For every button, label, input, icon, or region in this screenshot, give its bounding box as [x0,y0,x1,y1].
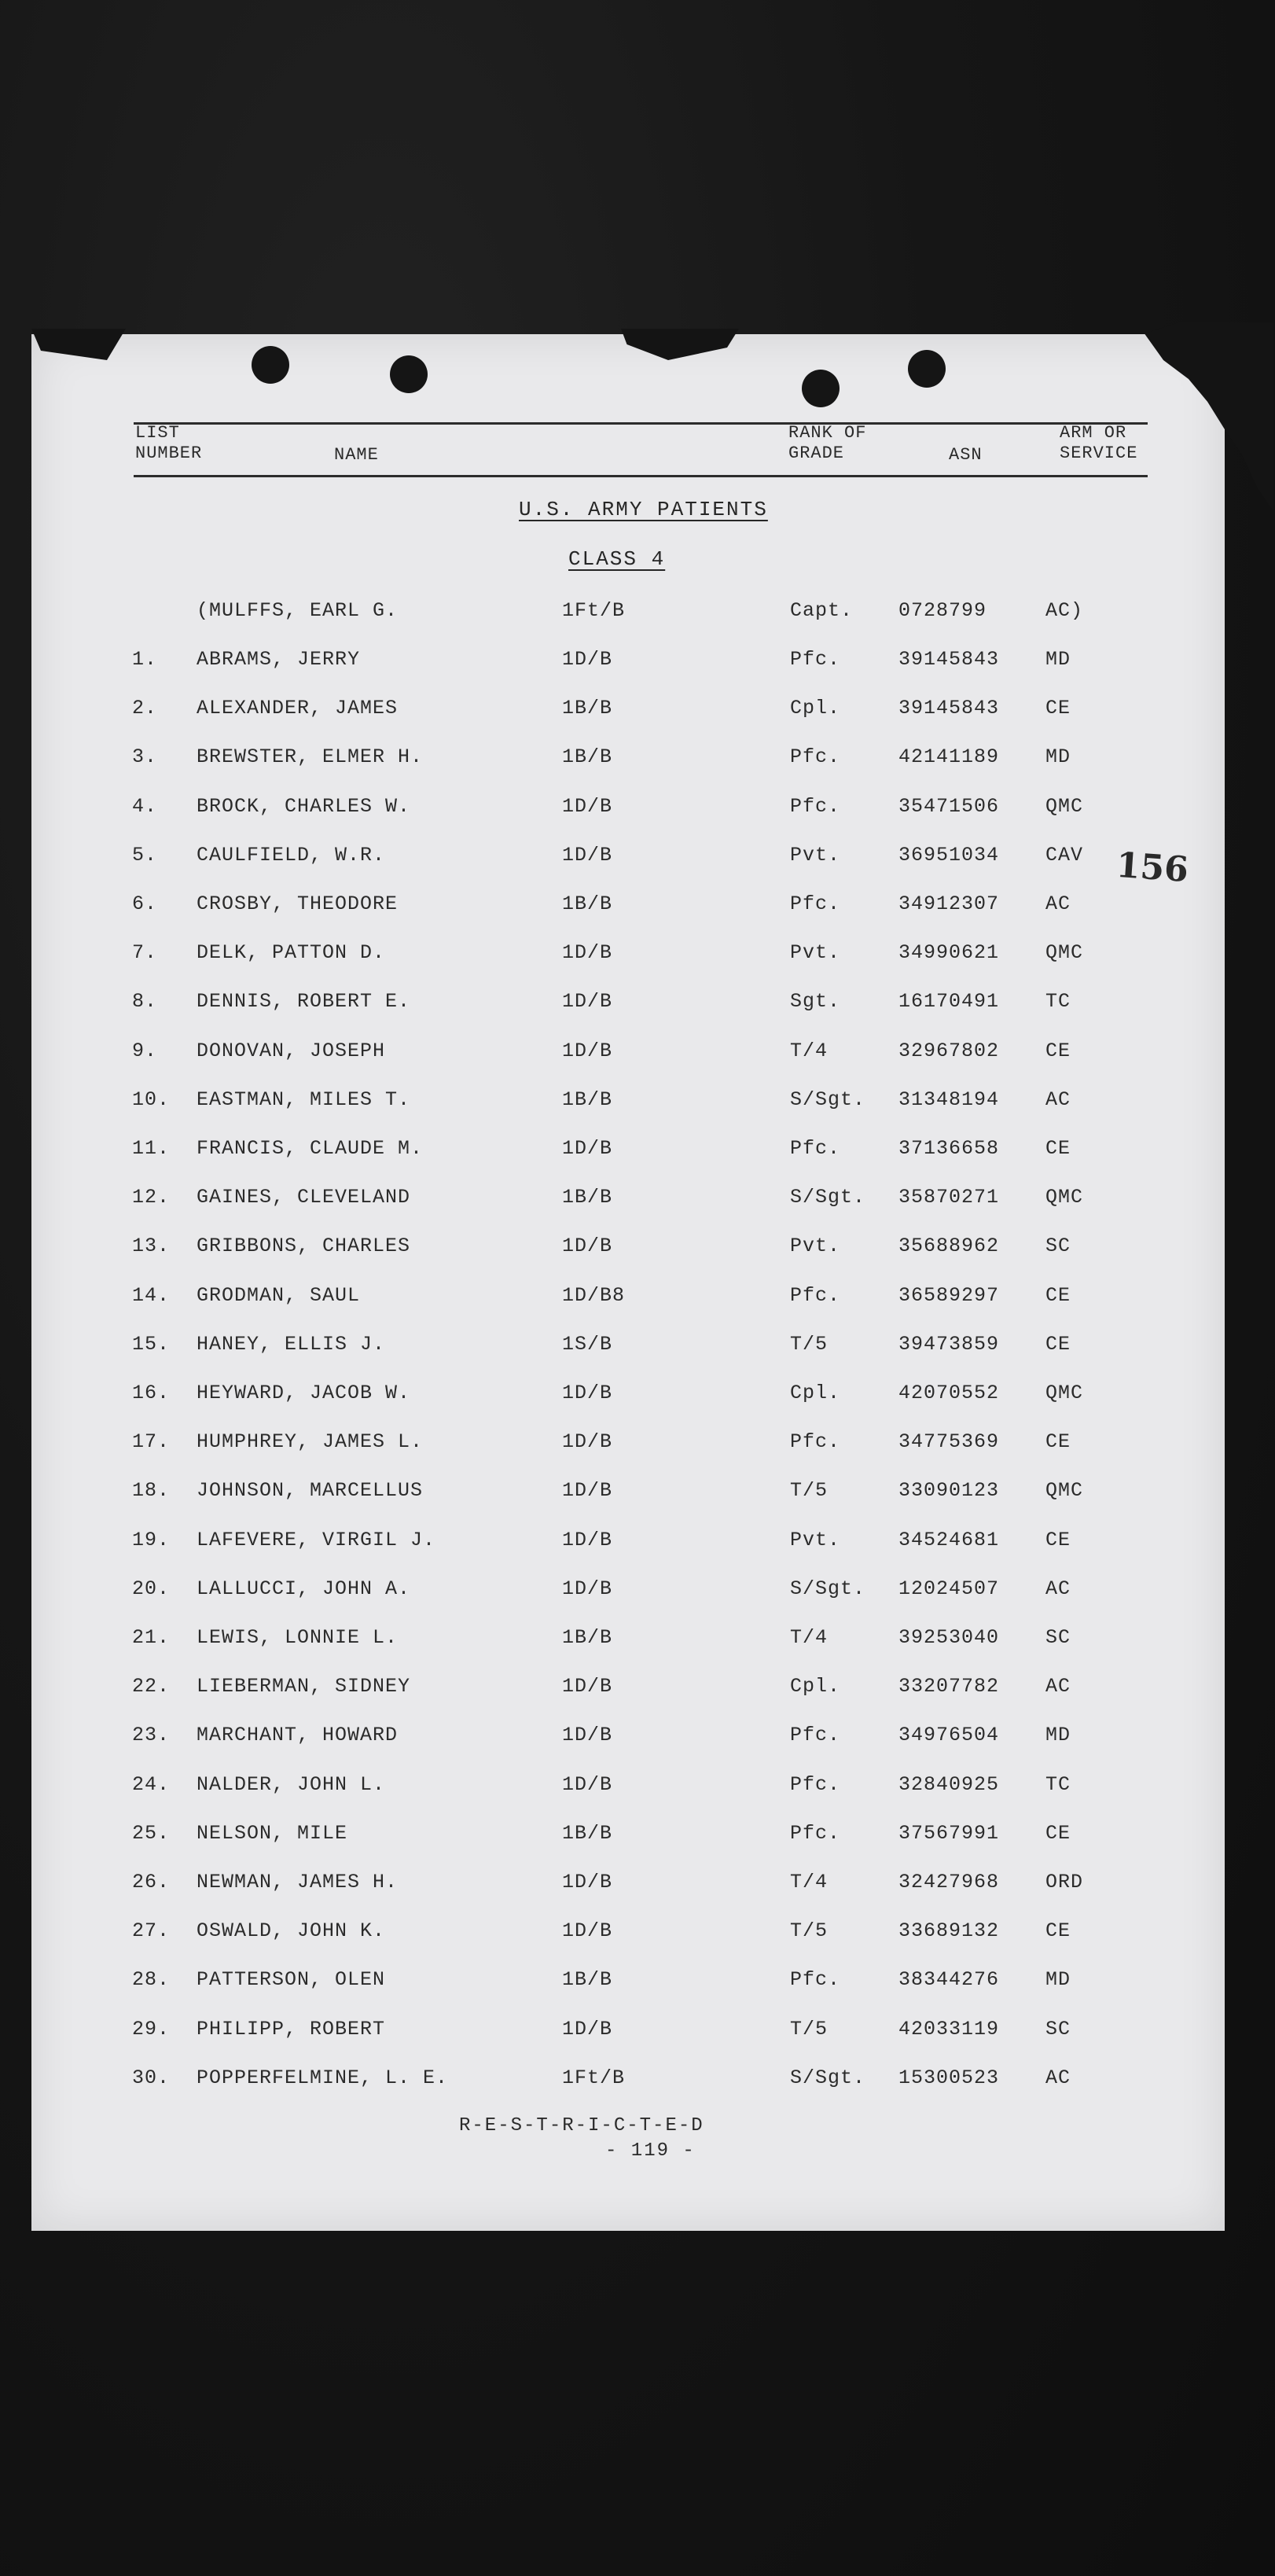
header-rank: RANK OF GRADE [788,423,867,463]
table-row [0,941,1193,973]
entry-name: FRANCIS, CLAUDE M. [197,1137,424,1160]
entry-num: 23. [132,1724,171,1747]
table-row [0,1626,1193,1658]
entry-name: NALDER, JOHN L. [197,1772,386,1796]
entry-asn: 34524681 [898,1528,1000,1551]
entry-num: 26. [132,1871,171,1893]
entry-rank: Pfc. [790,1283,841,1307]
entry-arm: CE [1045,1039,1071,1062]
entry-num: 6. [132,892,158,915]
entry-arm: TC [1045,1772,1071,1796]
entry-rank: T/4 [790,1871,829,1893]
page-stamp: 156 [1115,845,1190,891]
entry-name: ALEXANDER, JAMES [197,697,399,720]
entry-asn: 32427968 [898,1871,1000,1893]
entry-rank: Cpl. [790,1382,841,1404]
list-title: U.S. ARMY PATIENTS [519,498,768,521]
entry-num: 21. [132,1626,171,1649]
entry-name: ABRAMS, JERRY [197,648,361,671]
entry-class: 1D/B [562,843,613,867]
table-row [0,1919,1193,1951]
table-row [0,844,1193,875]
entry-class: 1D/B [562,1772,613,1796]
entry-class: 1D/B [562,794,613,818]
table-row [0,2018,1193,2049]
entry-asn: 33090123 [898,1479,1000,1503]
entry-arm: ORD [1045,1871,1084,1893]
column-header-row [134,422,1148,477]
entry-rank: Pfc. [790,1430,841,1454]
table-row [0,1382,1193,1413]
entry-class: 1B/B [562,1626,613,1649]
entry-arm: SC [1045,2017,1071,2041]
entry-class: 1B/B [562,745,613,769]
table-row [0,1675,1193,1706]
entry-rank: Pfc. [790,745,841,769]
entry-asn: 31348194 [898,1087,1000,1111]
entry-num: 1. [132,648,158,671]
entry-asn: 15300523 [898,2066,1000,2089]
entry-rank: T/5 [790,1332,829,1356]
header-asn: ASN [949,445,983,465]
table-row [0,1333,1193,1364]
entry-arm: SC [1045,1235,1071,1258]
entry-num: 18. [132,1479,171,1503]
entry-name: PHILIPP, ROBERT [197,2017,386,2041]
page-number: - 119 - [605,2140,696,2162]
table-row [0,1822,1193,1853]
entry-num: 10. [132,1087,171,1111]
entry-name: GRIBBONS, CHARLES [197,1235,411,1258]
entry-asn: 32967802 [898,1039,1000,1062]
entry-class: 1D/B [562,1382,613,1404]
entry-name: EASTMAN, MILES T. [197,1087,411,1111]
entry-num: 28. [132,1968,171,1992]
entry-rank: Pfc. [790,1821,841,1845]
entry-rank: Pfc. [790,1137,841,1160]
entry-asn: 37567991 [898,1821,1000,1845]
entry-rank: Pvt. [790,843,841,867]
entry-name: DONOVAN, JOSEPH [197,1039,386,1062]
entry-num: 30. [132,2066,171,2089]
table-row [0,1773,1193,1805]
entry-class: 1D/B [562,1479,613,1503]
entry-arm: CE [1045,1283,1071,1307]
entry-rank: T/4 [790,1039,829,1062]
entry-rank: S/Sgt. [790,1186,866,1209]
entry-num: 2. [132,697,158,720]
entry-name: GAINES, CLEVELAND [197,1186,411,1209]
entry-asn: 35471506 [898,794,1000,818]
entry-asn: 34976504 [898,1724,1000,1747]
entry-name: DELK, PATTON D. [197,941,386,965]
entry-num: 16. [132,1382,171,1404]
entry-rank: T/4 [790,1626,829,1649]
entry-name: GRODMAN, SAUL [197,1283,361,1307]
entry-rank: Cpl. [790,1675,841,1698]
entry-num: 8. [132,990,158,1014]
entry-rank: S/Sgt. [790,1577,866,1600]
entry-num: 3. [132,745,158,769]
entry-class: 1B/B [562,1186,613,1209]
punch-hole [802,370,840,407]
table-row [0,1430,1193,1462]
entry-num: 4. [132,794,158,818]
entry-class: 1D/B [562,1528,613,1551]
entry-arm: CE [1045,1528,1071,1551]
entry-name: OSWALD, JOHN K. [197,1919,386,1943]
table-row [0,1577,1193,1609]
entry-asn: 12024507 [898,1577,1000,1600]
entry-class: 1B/B [562,1087,613,1111]
entry-name: HUMPHREY, JAMES L. [197,1430,424,1454]
entry-arm: CAV [1045,843,1084,867]
entry-num: 19. [132,1528,171,1551]
class-label: CLASS 4 [568,547,666,571]
entry-asn: 33689132 [898,1919,1000,1943]
entry-name: LALLUCCI, JOHN A. [197,1577,411,1600]
entry-class: 1D/B [562,648,613,671]
entry-arm: CE [1045,1332,1071,1356]
table-row [0,648,1193,679]
entry-asn: 33207782 [898,1675,1000,1698]
entry-name: LEWIS, LONNIE L. [197,1626,399,1649]
header-list-number: LIST NUMBER [135,423,203,463]
entry-name: JOHNSON, MARCELLUS [197,1479,424,1503]
entry-asn: 39473859 [898,1332,1000,1356]
entry-name: CROSBY, THEODORE [197,892,399,915]
entry-num: 12. [132,1186,171,1209]
classification-marking: R-E-S-T-R-I-C-T-E-D [459,2115,704,2136]
entry-name: BROCK, CHARLES W. [197,794,411,818]
entry-arm: MD [1045,745,1071,769]
entry-asn: 0728799 [898,599,987,622]
entry-name: LIEBERMAN, SIDNEY [197,1675,411,1698]
table-row [0,1529,1193,1560]
punch-hole [252,346,289,384]
table-row [0,892,1193,924]
table-row [0,1968,1193,2000]
entry-rank: Pfc. [790,794,841,818]
entry-arm: AC [1045,1675,1071,1698]
entry-arm: MD [1045,1724,1071,1747]
entry-arm: AC [1045,1577,1071,1600]
entry-name: (MULFFS, EARL G. [197,599,399,622]
entry-rank: Pfc. [790,648,841,671]
entry-asn: 42141189 [898,745,1000,769]
entry-arm: AC [1045,1087,1071,1111]
entry-num: 14. [132,1283,171,1307]
entry-num: 24. [132,1772,171,1796]
entry-asn: 39145843 [898,697,1000,720]
entry-rank: T/5 [790,1919,829,1943]
table-row [0,1040,1193,1071]
entry-class: 1D/B [562,1871,613,1893]
entry-name: HEYWARD, JACOB W. [197,1382,411,1404]
entry-num: 29. [132,2017,171,2041]
entry-num: 22. [132,1675,171,1698]
entry-arm: AC) [1045,599,1084,622]
entry-rank: S/Sgt. [790,1087,866,1111]
table-row-first [0,599,1193,631]
entry-class: 1Ft/B [562,2066,626,2089]
entry-class: 1Ft/B [562,599,626,622]
entry-arm: QMC [1045,794,1084,818]
entry-arm: MD [1045,1968,1071,1992]
table-row [0,1284,1193,1316]
entry-num: 25. [132,1821,171,1845]
table-row [0,1088,1193,1120]
entry-arm: CE [1045,1821,1071,1845]
entry-class: 1B/B [562,1968,613,1992]
entry-class: 1D/B [562,990,613,1014]
entry-class: 1D/B [562,941,613,965]
entry-arm: SC [1045,1626,1071,1649]
entry-name: LAFEVERE, VIRGIL J. [197,1528,436,1551]
table-row [0,1186,1193,1217]
entry-num: 11. [132,1137,171,1160]
entry-rank: Pfc. [790,1724,841,1747]
entry-class: 1D/B [562,1577,613,1600]
entry-arm: QMC [1045,1382,1084,1404]
entry-arm: QMC [1045,941,1084,965]
entry-class: 1D/B [562,2017,613,2041]
entry-asn: 34912307 [898,892,1000,915]
header-arm: ARM OR SERVICE [1060,423,1138,463]
table-row [0,1724,1193,1755]
punch-hole [390,355,428,393]
entry-name: CAULFIELD, W.R. [197,843,386,867]
entry-name: DENNIS, ROBERT E. [197,990,411,1014]
entry-num: 5. [132,843,158,867]
entry-arm: CE [1045,1430,1071,1454]
entry-arm: AC [1045,2066,1071,2089]
entry-rank: Capt. [790,599,854,622]
entry-class: 1D/B [562,1675,613,1698]
entry-rank: Pvt. [790,1235,841,1258]
entry-name: MARCHANT, HOWARD [197,1724,399,1747]
entry-rank: Pfc. [790,1772,841,1796]
punch-hole [908,350,946,388]
entry-rank: Pvt. [790,941,841,965]
header-name: NAME [334,445,379,465]
table-row [0,697,1193,728]
table-row [0,2066,1193,2098]
table-row [0,1137,1193,1168]
entry-num: 17. [132,1430,171,1454]
entry-asn: 39253040 [898,1626,1000,1649]
entry-class: 1D/B [562,1137,613,1160]
entry-rank: S/Sgt. [790,2066,866,2089]
entry-class: 1D/B [562,1430,613,1454]
entry-name: PATTERSON, OLEN [197,1968,386,1992]
table-row [0,1479,1193,1511]
entry-asn: 38344276 [898,1968,1000,1992]
entry-asn: 34990621 [898,941,1000,965]
entry-asn: 32840925 [898,1772,1000,1796]
entry-class: 1B/B [562,1821,613,1845]
entry-rank: T/5 [790,2017,829,2041]
entry-class: 1B/B [562,892,613,915]
table-row [0,795,1193,826]
entry-class: 1S/B [562,1332,613,1356]
table-row [0,1871,1193,1902]
entry-name: BREWSTER, ELMER H. [197,745,424,769]
entry-rank: Sgt. [790,990,841,1014]
entry-asn: 16170491 [898,990,1000,1014]
entry-num: 27. [132,1919,171,1943]
entry-rank: Pfc. [790,892,841,915]
entry-num: 13. [132,1235,171,1258]
entry-arm: AC [1045,892,1071,915]
entry-class: 1D/B8 [562,1283,626,1307]
entry-class: 1D/B [562,1235,613,1258]
entry-num: 15. [132,1332,171,1356]
entry-asn: 42033119 [898,2017,1000,2041]
entry-arm: TC [1045,990,1071,1014]
entry-class: 1D/B [562,1724,613,1747]
table-row [0,990,1193,1021]
entry-asn: 35688962 [898,1235,1000,1258]
entry-rank: Pvt. [790,1528,841,1551]
table-row [0,1235,1193,1266]
entry-class: 1D/B [562,1039,613,1062]
entry-asn: 36589297 [898,1283,1000,1307]
entry-rank: Pfc. [790,1968,841,1992]
table-row [0,745,1193,777]
entry-asn: 36951034 [898,843,1000,867]
entry-rank: Cpl. [790,697,841,720]
entry-asn: 35870271 [898,1186,1000,1209]
entry-arm: MD [1045,648,1071,671]
entry-arm: CE [1045,1919,1071,1943]
entry-name: POPPERFELMINE, L. E. [197,2066,449,2089]
entry-num: 20. [132,1577,171,1600]
entry-asn: 37136658 [898,1137,1000,1160]
entry-name: HANEY, ELLIS J. [197,1332,386,1356]
entry-arm: CE [1045,697,1071,720]
entry-asn: 42070552 [898,1382,1000,1404]
entry-arm: QMC [1045,1186,1084,1209]
entry-asn: 34775369 [898,1430,1000,1454]
entry-class: 1B/B [562,697,613,720]
entry-name: NELSON, MILE [197,1821,348,1845]
entry-num: 9. [132,1039,158,1062]
entry-num: 7. [132,941,158,965]
entry-arm: QMC [1045,1479,1084,1503]
entry-name: NEWMAN, JAMES H. [197,1871,399,1893]
entry-arm: CE [1045,1137,1071,1160]
entry-rank: T/5 [790,1479,829,1503]
entry-class: 1D/B [562,1919,613,1943]
entry-asn: 39145843 [898,648,1000,671]
